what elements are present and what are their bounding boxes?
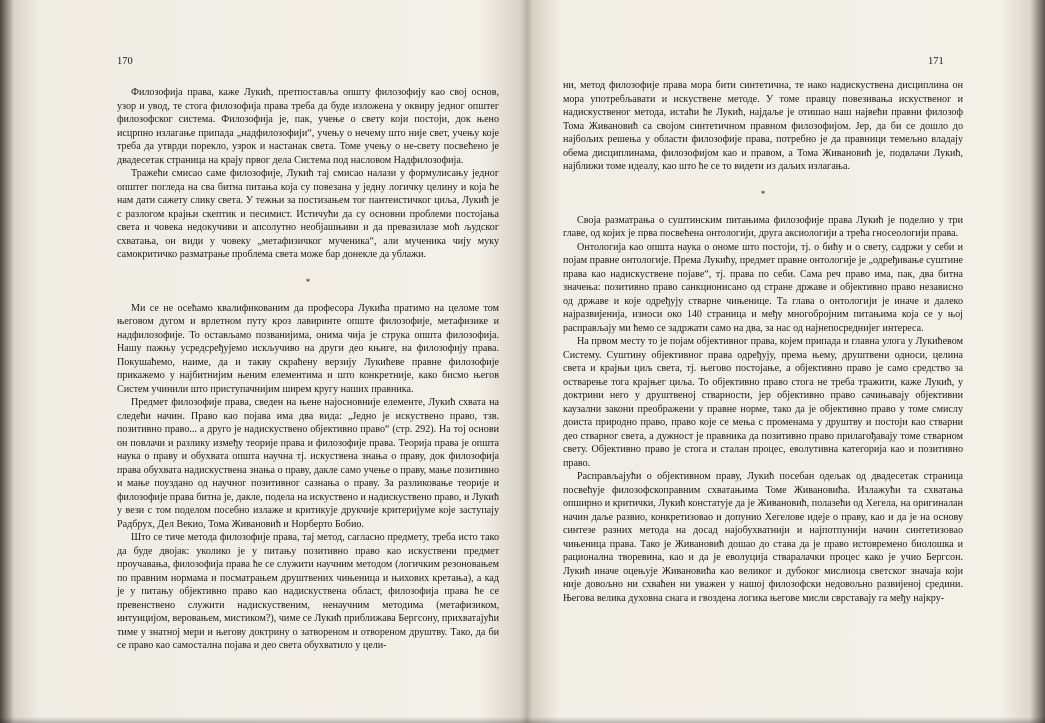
paragraph: ни, метод филозофије права мора бити синтетична, те иако надискуствена дисциплина он мора употребљавати и искуствене методе. У томе правцу повезивања искуственог и надискуственог метода, истаћи ће Лукић, најдаље је отишао наш највећи правни филозоф Тома Живановић са својом синтетичном правном филозофијом. Јер, да би се дошло до најбољих решења у области филозофије права, потребно је да правници темељно владају обема дисциплинама, филозофијом као и правом, а Тома Живановић је, подвлачи Лукић, најближи томе идеалу, као што ће се то видети из даљих излагања. bbox=[563, 80, 963, 172]
section-separator: * bbox=[760, 188, 766, 199]
paragraph: Ми се не осећамо квалификованим да професора Лукића пратимо на целоме том његовом дугом и врлетном путу кроз лавиринте опште филозофије, метафизике и надфилозофије. То остављамо позванијима, онима чија је струка општа филозофија. Нашу пажњу усредсређујемо искључиво на други део књиге, на филозофију права. Покушаћемо, наиме, да и такву скраћену верзију Лукићеве правне филозофије прикажемо у најбитнијим њеним елементима и што конкретније, како бисмо његов Систем учинили што приступачнијим ширем кругу наших правника. bbox=[117, 302, 499, 395]
paragraph: Своја разматрања о суштинским питањима филозофије права Лукић је поделио у три главе, од којих је прва посвећена онтологији, друга аксиологији а трећа гносеологији права. bbox=[563, 214, 963, 239]
section-separator: * bbox=[305, 276, 311, 287]
page-text bbox=[117, 86, 499, 653]
paragraph: На првом месту то је појам објективног права, којем припада и главна улога у Лукићевом Систему. Суштину објективног права одређују, према њему, друштвени односи, целина света и крајњи циљ света, тј. његово постојање, а објективно право је само средство за остварење тога крајњег циља. То објективно право стога не треба тражити, каже Лукић, у доктрини него у друштвеној стварности, јер објективно право сачињавају објективни каузални закони преображени у правне норме, тако да је објективно право у томе смислу доиста природно право, право које се мења с променама у друштву и постоји као стварни део стварног света, а дужност је правника да позитивно право прилагођавају томе стварном свету. Објективно право је стога и сталан процес, еволутивна категорија као и позитивно право. bbox=[563, 336, 963, 469]
page-edge-shadow bbox=[0, 717, 1045, 723]
page-number: 170 bbox=[117, 56, 133, 67]
paragraph: Онтологија као општа наука о ономе што постоји, тј. о бићу и о свету, садржи у себи и појам правне онтологије. Према Лукићу, предмет правне онтологије је „одређивање суштине права као надискуствене појаве“, тј. права по себи. Сама реч право има, пак, два битна значења: позитивно право санкционисано од стране државе и објективно право независно од државе и које одређују стварне чињенице. Та глава о онтологији је иначе и далеко најразвијенија, износи око 140 страница и међу многобројним питањима која се у њој расправљају ми ћемо се задржати само на два, за нас од најнепосреднијег интереса. bbox=[563, 241, 963, 334]
paragraph: Тражећи смисао саме филозофије, Лукић тај смисао налази у формулисању једног општег погледа на сва битна питања која су повезана у једну логичку целину и која ће нам дати сажету слику света. У тежњи за постизањем тог пантеистичког циља, Лукић је с разлогом крајњи скептик и песимист. Истичући да су основни проблеми постојања света и човека недокучиви и апсолутно необјашњиви и да превазилазе моћ људског схватања, он види у човеку „метафизичког мученика“, али мученика чију муку самокритичко разматрање проблема света може бар донекле да ублажи. bbox=[117, 168, 499, 260]
page-text bbox=[563, 79, 963, 605]
page-number: 171 bbox=[928, 56, 944, 67]
paragraph: Расправљајући о објективном праву, Лукић посебан одељак од двадесетак страница посвећује филозофскоправним схватањима Томе Живановића. Излажући та схватања опширно и критички, Лукић констатује да је Живановић, полазећи од Хегела, на оригиналан начин даље развио, конкретизовао и допунио Хегелове идеје о праву, као и да је на основу синтезе разних метода на досад најобухватнији и најпотпунији начин синтетизовао чињеница права. Тако је Живановић дошао до става да је право истовремено биолошка и рационална творевина, као и да је еволуција стваралачки процес како је учио Бергсон. Лукић иначе оцењује Живановића као великог и дубоког мислиоца светског значаја који није довољно ни схваћен ни уважен у нашој филозофски недовољно развијеној средини. Његова велика духовна снага и гвоздена логика његове мисли сврставају га међу најкру- bbox=[563, 471, 963, 604]
paragraph: Предмет филозофије права, сведен на њене најосновније елементе, Лукић схвата на следећи начин. Право као појава има два вида: „Једно је искуствено право, тзв. позитивно право... а друго је надискуствено објективно право“ (стр. 292). На тој основи он повлачи и разлику између теорије права и филозофије права. Теорија права је општа наука о праву и обухвата општа научна тј. искуствена знања о праву, док филозофија права обухвата надискуствена знања о праву, дакле само учење о праву, мање позитивно и мање поуздано од научног позитивног сазнања о праву. За разликовање теорије и филозофије права битна је, дакле, подела на искуствено и надискуствено право, и Лукић у вези с том поделом посебно излаже и критикује друкчије критеријуме које заступају Радбрух, Дел Векио, Тома Живановић и Норберто Бобио. bbox=[117, 397, 499, 530]
right-page bbox=[527, 0, 1045, 723]
paragraph: Што се тиче метода филозофије права, тај метод, сагласно предмету, треба исто тако да буде двојак: уколико је у питању позитивно право као искуствени предмет проучавања, филозофија права ће се служити научним методом (логичким резоновањем по правним нормама и посматрањем друштвених чињеница и њихових кретања), а кад је у питању објективно право као надискуствена област, филозофија права ће се превенствено служити надискуственим, ненаучним методима (метафизиком, интуицијом, веровањем, мистиком?), чиме се Лукић приближава Бергсону, прихватајући тиме у знатној мери и његову доктрину о затвореном и отвореном друштву. Тако, да би се право као самостална појава и део света обухватило у цели- bbox=[117, 532, 499, 651]
paragraph: Филозофија права, каже Лукић, претпоставља општу филозофију као свој основ, узор и увод, те стога филозофија права треба да буде изложена у оквиру једног општег филозофског система. Филозофија је, пак, учење о свету који постоји, док њено исцрпно излагање припада „надфилозофији“, учењу о нечему што није свет, учењу које треба да утврди порекло, узрок и настанак света. Томе учењу о не-свету посвећено је двадесетак страница на крају првог дела Система под насловом Надфилозофија. bbox=[117, 87, 499, 166]
